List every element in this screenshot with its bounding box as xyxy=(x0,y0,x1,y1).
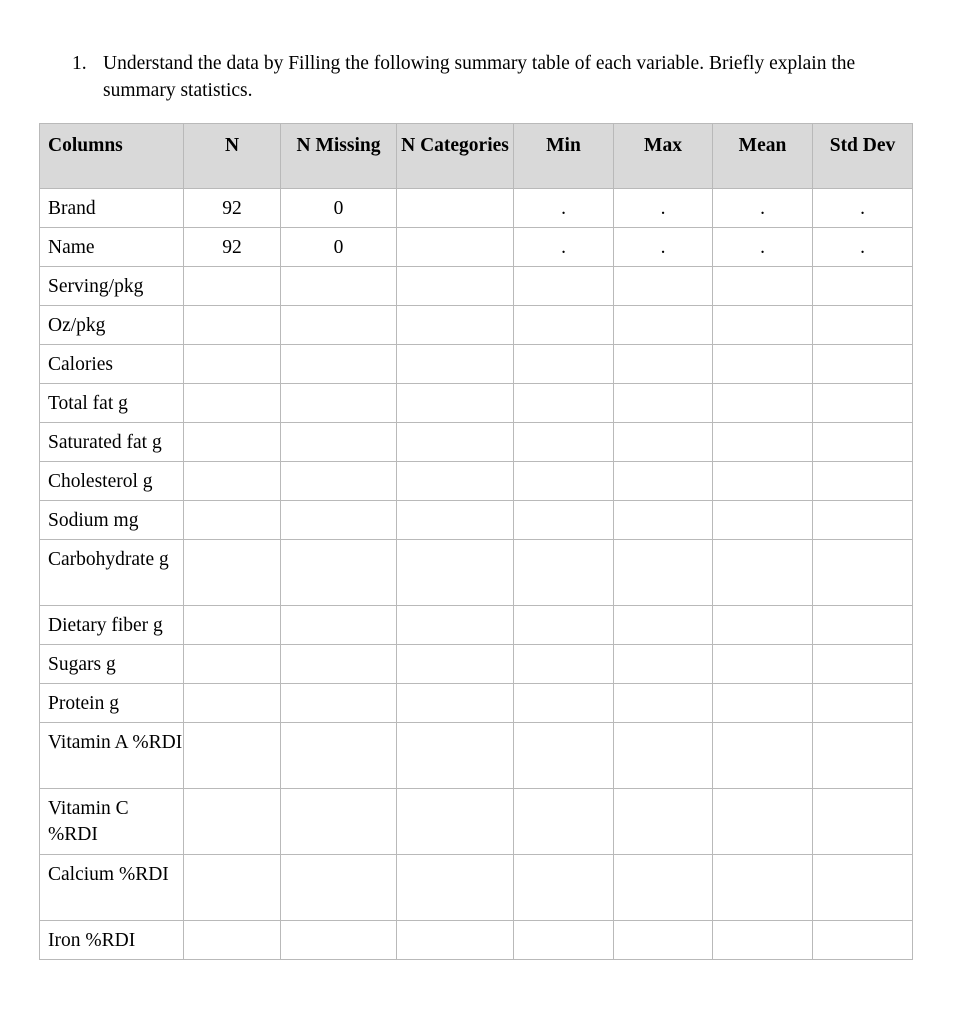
cell-min[interactable]: . xyxy=(514,189,614,228)
table-row xyxy=(40,189,913,228)
cell-n-missing[interactable] xyxy=(281,789,397,855)
cell-n[interactable] xyxy=(184,462,281,501)
cell-n-categories[interactable] xyxy=(397,789,514,855)
cell-n[interactable] xyxy=(184,345,281,384)
header-columns: Columns xyxy=(40,124,184,189)
header-n: N xyxy=(184,124,281,189)
cell-n-missing[interactable] xyxy=(281,645,397,684)
cell-max[interactable]: . xyxy=(614,189,713,228)
cell-min[interactable] xyxy=(514,540,614,606)
table-row xyxy=(40,462,913,501)
cell-n-missing[interactable] xyxy=(281,540,397,606)
table-row xyxy=(40,501,913,540)
cell-std-dev[interactable] xyxy=(813,423,913,462)
table-row xyxy=(40,228,913,267)
cell-n[interactable] xyxy=(184,423,281,462)
cell-min[interactable] xyxy=(514,606,614,645)
cell-mean[interactable] xyxy=(713,345,813,384)
row-label: Sugars g xyxy=(40,645,184,684)
cell-n-categories[interactable] xyxy=(397,189,514,228)
cell-n-missing[interactable] xyxy=(281,606,397,645)
header-max: Max xyxy=(614,124,713,189)
cell-min[interactable] xyxy=(514,345,614,384)
table-row xyxy=(40,684,913,723)
cell-n-missing[interactable] xyxy=(281,855,397,921)
cell-n-missing[interactable]: 0 xyxy=(281,189,397,228)
table-row xyxy=(40,723,913,789)
row-label: Protein g xyxy=(40,684,184,723)
cell-n-categories[interactable] xyxy=(397,423,514,462)
row-label: Serving/pkg xyxy=(40,267,184,306)
cell-n-categories[interactable] xyxy=(397,462,514,501)
header-std-dev: Std Dev xyxy=(813,124,913,189)
cell-n[interactable] xyxy=(184,267,281,306)
table-row xyxy=(40,423,913,462)
cell-n[interactable] xyxy=(184,789,281,855)
cell-mean[interactable]: . xyxy=(713,228,813,267)
cell-n-categories[interactable] xyxy=(397,855,514,921)
cell-n[interactable] xyxy=(184,606,281,645)
cell-std-dev[interactable] xyxy=(813,345,913,384)
summary-table xyxy=(39,123,913,960)
cell-min[interactable] xyxy=(514,645,614,684)
cell-mean[interactable] xyxy=(713,306,813,345)
row-label: Saturated fat g xyxy=(40,423,184,462)
cell-max[interactable] xyxy=(614,345,713,384)
cell-n[interactable] xyxy=(184,306,281,345)
cell-mean[interactable] xyxy=(713,723,813,789)
header-n-missing: N Missing xyxy=(281,124,397,189)
cell-max[interactable] xyxy=(614,384,713,423)
row-label: Calcium %RDI xyxy=(40,855,184,921)
table-row xyxy=(40,384,913,423)
table-row xyxy=(40,306,913,345)
cell-n-categories[interactable] xyxy=(397,684,514,723)
cell-mean[interactable] xyxy=(713,789,813,855)
cell-min[interactable] xyxy=(514,684,614,723)
cell-mean[interactable] xyxy=(713,501,813,540)
cell-n-categories[interactable] xyxy=(397,501,514,540)
table-row xyxy=(40,267,913,306)
cell-max[interactable] xyxy=(614,723,713,789)
cell-mean[interactable]: . xyxy=(713,189,813,228)
cell-min[interactable] xyxy=(514,501,614,540)
cell-n-categories[interactable] xyxy=(397,267,514,306)
row-label: Dietary fiber g xyxy=(40,606,184,645)
cell-std-dev[interactable] xyxy=(813,606,913,645)
cell-min[interactable] xyxy=(514,384,614,423)
cell-max[interactable] xyxy=(614,540,713,606)
cell-n-categories[interactable] xyxy=(397,306,514,345)
cell-mean[interactable] xyxy=(713,606,813,645)
cell-n-missing[interactable] xyxy=(281,267,397,306)
cell-n-missing[interactable] xyxy=(281,384,397,423)
cell-max[interactable]: . xyxy=(614,228,713,267)
header-mean: Mean xyxy=(713,124,813,189)
cell-n[interactable] xyxy=(184,501,281,540)
cell-min[interactable] xyxy=(514,855,614,921)
row-label: Oz/pkg xyxy=(40,306,184,345)
cell-max[interactable] xyxy=(614,606,713,645)
cell-mean[interactable] xyxy=(713,462,813,501)
cell-n-categories[interactable] xyxy=(397,228,514,267)
row-label: Vitamin A %RDI xyxy=(40,723,184,789)
table-row xyxy=(40,645,913,684)
row-label: Cholesterol g xyxy=(40,462,184,501)
cell-max[interactable] xyxy=(614,921,713,960)
cell-min[interactable] xyxy=(514,723,614,789)
cell-max[interactable] xyxy=(614,462,713,501)
cell-n-categories[interactable] xyxy=(397,540,514,606)
cell-n[interactable] xyxy=(184,921,281,960)
cell-mean[interactable] xyxy=(713,855,813,921)
cell-min[interactable] xyxy=(514,462,614,501)
cell-n[interactable] xyxy=(184,723,281,789)
row-label: Iron %RDI xyxy=(40,921,184,960)
cell-n-missing[interactable] xyxy=(281,723,397,789)
row-label: Sodium mg xyxy=(40,501,184,540)
table-row xyxy=(40,606,913,645)
cell-mean[interactable] xyxy=(713,384,813,423)
cell-min[interactable] xyxy=(514,921,614,960)
header-n-categories: N Categories xyxy=(397,124,514,189)
cell-min[interactable] xyxy=(514,267,614,306)
row-label: Carbohydrate g xyxy=(40,540,184,606)
cell-std-dev[interactable] xyxy=(813,306,913,345)
cell-min[interactable] xyxy=(514,306,614,345)
cell-mean[interactable] xyxy=(713,423,813,462)
cell-n-categories[interactable] xyxy=(397,723,514,789)
cell-n-missing[interactable] xyxy=(281,462,397,501)
header-row xyxy=(40,124,913,189)
row-label: Vitamin C %RDI xyxy=(40,789,184,855)
cell-mean[interactable] xyxy=(713,921,813,960)
table-row xyxy=(40,921,913,960)
table-row xyxy=(40,855,913,921)
cell-max[interactable] xyxy=(614,684,713,723)
cell-std-dev[interactable] xyxy=(813,855,913,921)
cell-min[interactable]: . xyxy=(514,228,614,267)
cell-max[interactable] xyxy=(614,789,713,855)
cell-n[interactable] xyxy=(184,384,281,423)
cell-n[interactable] xyxy=(184,540,281,606)
cell-std-dev[interactable] xyxy=(813,645,913,684)
table-row xyxy=(40,789,913,855)
cell-max[interactable] xyxy=(614,855,713,921)
cell-std-dev[interactable] xyxy=(813,723,913,789)
cell-n-missing[interactable] xyxy=(281,684,397,723)
cell-n-missing[interactable]: 0 xyxy=(281,228,397,267)
cell-std-dev[interactable] xyxy=(813,684,913,723)
header-min: Min xyxy=(514,124,614,189)
cell-std-dev[interactable]: . xyxy=(813,189,913,228)
cell-n-missing[interactable] xyxy=(281,345,397,384)
table-row xyxy=(40,540,913,606)
cell-max[interactable] xyxy=(614,267,713,306)
cell-max[interactable] xyxy=(614,423,713,462)
row-label: Brand xyxy=(40,189,184,228)
cell-n-categories[interactable] xyxy=(397,921,514,960)
cell-std-dev[interactable] xyxy=(813,921,913,960)
cell-min[interactable] xyxy=(514,423,614,462)
cell-std-dev[interactable] xyxy=(813,267,913,306)
cell-std-dev[interactable] xyxy=(813,462,913,501)
cell-mean[interactable] xyxy=(713,684,813,723)
question-text: Understand the data by Filling the following summary table of each variable. Briefly explain the summary statistics. xyxy=(103,53,856,101)
cell-n-missing[interactable] xyxy=(281,921,397,960)
cell-std-dev[interactable] xyxy=(813,789,913,855)
row-label: Total fat g xyxy=(40,384,184,423)
cell-n[interactable] xyxy=(184,855,281,921)
cell-std-dev[interactable] xyxy=(813,501,913,540)
row-label: Calories xyxy=(40,345,184,384)
cell-n-missing[interactable] xyxy=(281,423,397,462)
question-number: 1. xyxy=(72,53,87,74)
row-label: Name xyxy=(40,228,184,267)
cell-std-dev[interactable] xyxy=(813,540,913,606)
cell-n[interactable] xyxy=(184,645,281,684)
cell-n-categories[interactable] xyxy=(397,645,514,684)
table-row xyxy=(40,345,913,384)
cell-max[interactable] xyxy=(614,645,713,684)
cell-mean[interactable] xyxy=(713,267,813,306)
cell-std-dev[interactable]: . xyxy=(813,228,913,267)
cell-n[interactable]: 92 xyxy=(184,189,281,228)
cell-n-categories[interactable] xyxy=(397,345,514,384)
cell-n[interactable] xyxy=(184,684,281,723)
cell-mean[interactable] xyxy=(713,645,813,684)
cell-max[interactable] xyxy=(614,306,713,345)
cell-n-missing[interactable] xyxy=(281,306,397,345)
cell-min[interactable] xyxy=(514,789,614,855)
cell-n-missing[interactable] xyxy=(281,501,397,540)
cell-n[interactable]: 92 xyxy=(184,228,281,267)
cell-n-categories[interactable] xyxy=(397,606,514,645)
cell-mean[interactable] xyxy=(713,540,813,606)
cell-n-categories[interactable] xyxy=(397,384,514,423)
cell-max[interactable] xyxy=(614,501,713,540)
cell-std-dev[interactable] xyxy=(813,384,913,423)
